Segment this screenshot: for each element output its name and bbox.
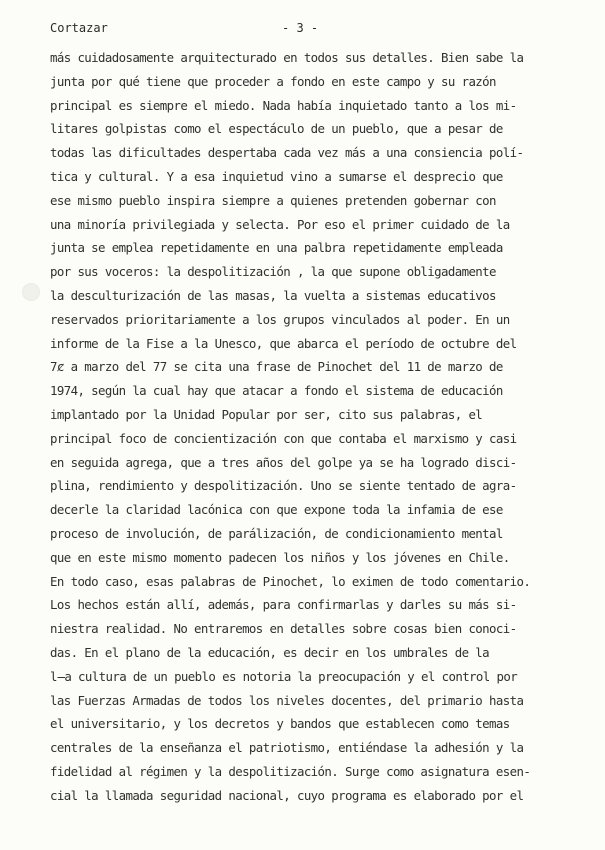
text-line: junta por qué tiene que proceder a fondo en este campo y su razón [50, 73, 496, 89]
page-number: - 3 - [282, 21, 319, 35]
text-line: fidelidad al régimen y la despolitización. Surge como asignatura esen- [50, 763, 531, 779]
text-line: Los hechos están allí, además, para confirmarlas y darles su más si- [50, 597, 517, 613]
text-line: cial la llamada seguridad nacional, cuyo programa es elaborado por el [50, 787, 524, 803]
text-line: implantado por la Unidad Popular por ser, cito sus palabras, el [50, 406, 483, 422]
text-line: en seguida agrega, que a tres años del golpe ya se ha logrado disci- [50, 454, 517, 470]
text-line: proceso de involución, de parálización, de condicionamiento mental [50, 525, 503, 541]
text-line: l̶a cultura de un pueblo es notoria la preocupación y el control por [50, 668, 518, 684]
text-line: das. En el plano de la educación, es decir en los umbrales de la [50, 644, 490, 660]
text-line: informe de la Fise a la Unesco, que abarca el período de octubre del [50, 335, 517, 351]
text-line: principal es siempre el miedo. Nada había inquietado tanto a los mi- [50, 97, 517, 113]
text-line: plina, rendimiento y despolitización. Uno se siente tentado de agra- [50, 478, 517, 494]
text-line: centrales de la enseñanza el patriotismo, entiéndase la adhesión y la [50, 740, 524, 756]
text-line: que en este mismo momento padecen los niños y los jóvenes en Chile. [50, 549, 510, 565]
text-line: todas las dificultades despertaba cada vez más a una consiencia polí- [50, 145, 524, 161]
text-line: En todo caso, esas palabras de Pinochet, lo eximen de todo comentario. [50, 573, 531, 589]
author-name: Cortazar [50, 21, 108, 35]
text-line: tica y cultural. Y a esa inquietud vino a sumarse el desprecio que [50, 168, 503, 184]
text-line: junta se emplea repetidamente en una palbra repetidamente empleada [50, 240, 503, 256]
text-line: las Fuerzas Armadas de todos los niveles docentes, del primario hasta [50, 692, 524, 708]
text-line: más cuidadosamente arquitecturado en todos sus detalles. Bien sabe la [50, 50, 524, 65]
text-line: la desculturización de las masas, la vuelta a sistemas educativos [50, 287, 496, 303]
text-line: ese mismo pueblo inspira siempre a quienes pretenden gobernar con [50, 192, 496, 208]
page-header [50, 21, 570, 41]
text-line: reservados prioritariamente a los grupos vinculados al poder. En un [50, 311, 510, 327]
text-line: niestra realidad. No entraremos en detalles sobre cosas bien conoci- [50, 621, 517, 637]
text-line: decerle la claridad lacónica con que expone toda la infamia de ese [50, 502, 503, 518]
text-line: 1974, según la cual hay que atacar a fondo el sistema de educación [50, 383, 503, 399]
text-line: litares golpistas como el espectáculo de un pueblo, que a pesar de [50, 121, 503, 137]
text-line: principal foco de concientización con que contaba el marxismo y casi [50, 430, 517, 446]
text-line: el universitario, y los decretos y bandos que establecen como temas [50, 716, 510, 732]
punch-hole [22, 283, 40, 301]
text-line: 7ȼ a marzo del 77 se cita una frase de Pinochet del 11 de marzo de [50, 359, 503, 375]
text-line: una minoría privilegiada y selecta. Por eso el primer cuidado de la [50, 216, 510, 232]
text-line: por sus voceros: la despolitización , la que supone obligadamente [50, 264, 496, 280]
body-text [50, 46, 578, 808]
